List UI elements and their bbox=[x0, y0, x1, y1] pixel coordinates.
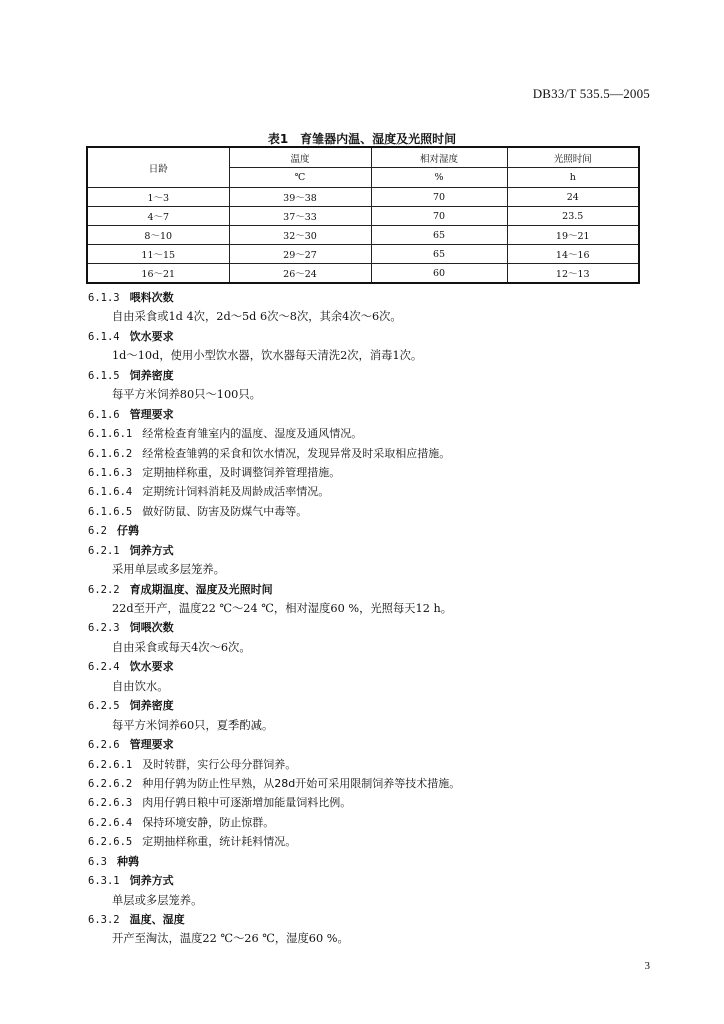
clause-heading bbox=[88, 832, 648, 851]
clause-heading bbox=[88, 327, 648, 346]
page-number: 3 bbox=[644, 960, 650, 972]
clause-title: 仔鹑 bbox=[116, 524, 139, 538]
table-cell: 24 bbox=[507, 188, 639, 207]
clause-title: 饮水要求 bbox=[129, 660, 174, 674]
clause-number: 6.1.6 bbox=[88, 408, 120, 421]
clause-heading bbox=[88, 288, 648, 307]
clause-title: 温度、湿度 bbox=[129, 913, 185, 926]
clause-title: 经常检查育雏室内的温度、湿度及通风情况。 bbox=[142, 427, 363, 441]
clause-title: 及时转群，实行公母分群饲养。 bbox=[142, 757, 297, 771]
table-cell: 60 bbox=[371, 264, 507, 284]
clause-number: 6.2.6 bbox=[88, 739, 120, 752]
table-cell: 1～3 bbox=[87, 188, 229, 207]
header-cell-light: 光照时间 bbox=[507, 147, 639, 168]
table-body bbox=[87, 188, 639, 284]
clause-heading bbox=[88, 463, 648, 482]
clause-number: 6.1.6.5 bbox=[88, 505, 133, 518]
table-cell: 11～15 bbox=[87, 245, 229, 264]
clause-paragraph: 每平方米饲养60只，夏季酌减。 bbox=[112, 718, 274, 732]
table-cell: 26～24 bbox=[229, 264, 371, 284]
clause-title: 饲养方式 bbox=[129, 543, 174, 557]
clause-heading bbox=[88, 657, 648, 676]
clause-number: 6.1.6.3 bbox=[88, 466, 133, 479]
clause-title: 管理要求 bbox=[129, 738, 174, 752]
clause-heading bbox=[88, 696, 648, 715]
clause-heading bbox=[88, 444, 648, 463]
table-cell: 12～13 bbox=[507, 264, 639, 284]
clause-number: 6.3.1 bbox=[88, 875, 120, 888]
unit-cell-temperature: ℃ bbox=[229, 168, 371, 188]
clause-title: 定期统计饲料消耗及周龄成活率情况。 bbox=[142, 485, 330, 499]
clause-paragraph: 开产至淘汰，温度22 ℃～26 ℃，湿度60 %。 bbox=[112, 932, 349, 946]
clause-number: 6.3.2 bbox=[88, 914, 120, 926]
table-cell: 16～21 bbox=[87, 264, 229, 284]
clause-heading bbox=[88, 424, 648, 443]
clause-number: 6.1.4 bbox=[88, 330, 120, 343]
unit-cell-light: h bbox=[507, 168, 639, 188]
standard-code: DB33/T 535.5—2005 bbox=[532, 86, 650, 101]
clause-title: 经常检查雏鹑的采食和饮水情况，发现异常及时采取相应措施。 bbox=[142, 446, 451, 460]
clause-heading bbox=[88, 755, 648, 774]
clause-heading bbox=[88, 793, 648, 812]
header-cell-humidity: 相对湿度 bbox=[371, 147, 507, 168]
table-cell: 8～10 bbox=[87, 226, 229, 245]
clause-number: 6.2.6.3 bbox=[88, 797, 133, 810]
clause-heading bbox=[88, 541, 648, 560]
clause-number: 6.2.6.5 bbox=[88, 836, 133, 849]
clause-title: 管理要求 bbox=[129, 407, 174, 421]
table-caption: 表1 育雏器内温、湿度及光照时间 bbox=[267, 132, 457, 146]
clause-heading bbox=[88, 813, 648, 832]
table-cell: 19～21 bbox=[507, 226, 639, 245]
clause-number: 6.3 bbox=[88, 855, 107, 868]
clause-heading bbox=[88, 852, 648, 871]
clause-heading bbox=[88, 366, 648, 385]
clause-paragraph: 22d至开产，温度22 ℃～24 ℃，相对湿度60 %，光照每天12 h。 bbox=[112, 602, 453, 615]
data-table bbox=[86, 146, 640, 284]
table-cell: 37～33 bbox=[229, 207, 371, 226]
clause-paragraph: 单层或多层笼养。 bbox=[112, 893, 203, 907]
clause-number: 6.2.3 bbox=[88, 622, 120, 635]
table-cell: 39～38 bbox=[229, 188, 371, 207]
clause-number: 6.2.6.4 bbox=[88, 816, 133, 829]
clause-title: 育成期温度、湿度及光照时间 bbox=[129, 582, 273, 596]
clause-paragraph: 自由饮水。 bbox=[112, 679, 169, 693]
clause-number: 6.2.1 bbox=[88, 544, 120, 557]
clause-title: 饲养密度 bbox=[129, 699, 174, 713]
header-cell-temperature: 温度 bbox=[229, 147, 371, 168]
table-cell: 65 bbox=[371, 226, 507, 245]
clause-title: 喂料次数 bbox=[129, 291, 174, 304]
table-header-row bbox=[87, 147, 639, 168]
clause-number: 6.2.5 bbox=[88, 700, 120, 713]
table-cell: 65 bbox=[371, 245, 507, 264]
table-row bbox=[87, 188, 639, 207]
clause-heading bbox=[88, 405, 648, 424]
clause-title: 饲养密度 bbox=[129, 368, 174, 382]
table-row bbox=[87, 207, 639, 226]
document-body bbox=[88, 288, 648, 949]
table-cell: 4～7 bbox=[87, 207, 229, 226]
clause-heading bbox=[88, 521, 648, 540]
clause-heading bbox=[88, 774, 648, 793]
clause-number: 6.1.6.1 bbox=[88, 428, 133, 441]
clause-number: 6.1.6.4 bbox=[88, 486, 133, 499]
clause-heading bbox=[88, 910, 648, 929]
table-cell: 29～27 bbox=[229, 245, 371, 264]
clause-number: 6.2 bbox=[88, 525, 107, 538]
clause-paragraph: 采用单层或多层笼养。 bbox=[112, 563, 225, 577]
clause-title: 种鹑 bbox=[116, 854, 139, 868]
table-cell: 23.5 bbox=[507, 207, 639, 226]
clause-title: 定期抽样称重，统计耗料情况。 bbox=[142, 835, 297, 849]
clause-heading bbox=[88, 580, 648, 599]
clause-title: 保持环境安静，防止惊群。 bbox=[142, 815, 275, 829]
clause-heading bbox=[88, 871, 648, 890]
clause-number: 6.1.3 bbox=[88, 292, 120, 304]
header-cell-age: 日龄 bbox=[87, 147, 229, 188]
clause-title: 做好防鼠、防害及防煤气中毒等。 bbox=[142, 504, 308, 518]
clause-paragraph: 1d～10d，使用小型饮水器，饮水器每天清洗2次，消毒1次。 bbox=[112, 349, 423, 363]
clause-number: 6.2.6.2 bbox=[88, 777, 133, 790]
clause-title: 定期抽样称重，及时调整饲养管理措施。 bbox=[142, 465, 341, 479]
clause-heading bbox=[88, 618, 648, 637]
clause-paragraph: 每平方米饲养80只～100只。 bbox=[112, 388, 261, 402]
clause-paragraph: 自由采食或每天4次～6次。 bbox=[112, 640, 251, 654]
clause-number: 6.2.2 bbox=[88, 583, 120, 596]
clause-title: 饮水要求 bbox=[129, 329, 174, 343]
clause-heading bbox=[88, 502, 648, 521]
clause-title: 饲养方式 bbox=[129, 874, 174, 888]
table-cell: 14～16 bbox=[507, 245, 639, 264]
clause-paragraph: 自由采食或1d 4次，2d～5d 6次～8次，其余4次～6次。 bbox=[112, 310, 402, 324]
table-cell: 32～30 bbox=[229, 226, 371, 245]
table-row bbox=[87, 245, 639, 264]
clause-heading bbox=[88, 735, 648, 754]
clause-title: 饲喂次数 bbox=[129, 621, 174, 635]
clause-title: 肉用仔鹑日粮中可逐渐增加能量饲料比例。 bbox=[142, 796, 352, 810]
table-row bbox=[87, 264, 639, 284]
table-cell: 70 bbox=[371, 188, 507, 207]
clause-number: 6.2.4 bbox=[88, 661, 120, 674]
clause-heading bbox=[88, 482, 648, 501]
table-cell: 70 bbox=[371, 207, 507, 226]
clause-number: 6.2.6.1 bbox=[88, 758, 133, 771]
unit-cell-humidity: % bbox=[371, 168, 507, 188]
clause-number: 6.1.6.2 bbox=[88, 447, 133, 460]
table-row bbox=[87, 226, 639, 245]
clause-title: 种用仔鹑为防止性早熟，从28d开始可采用限制饲养等技术措施。 bbox=[142, 776, 461, 790]
clause-number: 6.1.5 bbox=[88, 369, 120, 382]
